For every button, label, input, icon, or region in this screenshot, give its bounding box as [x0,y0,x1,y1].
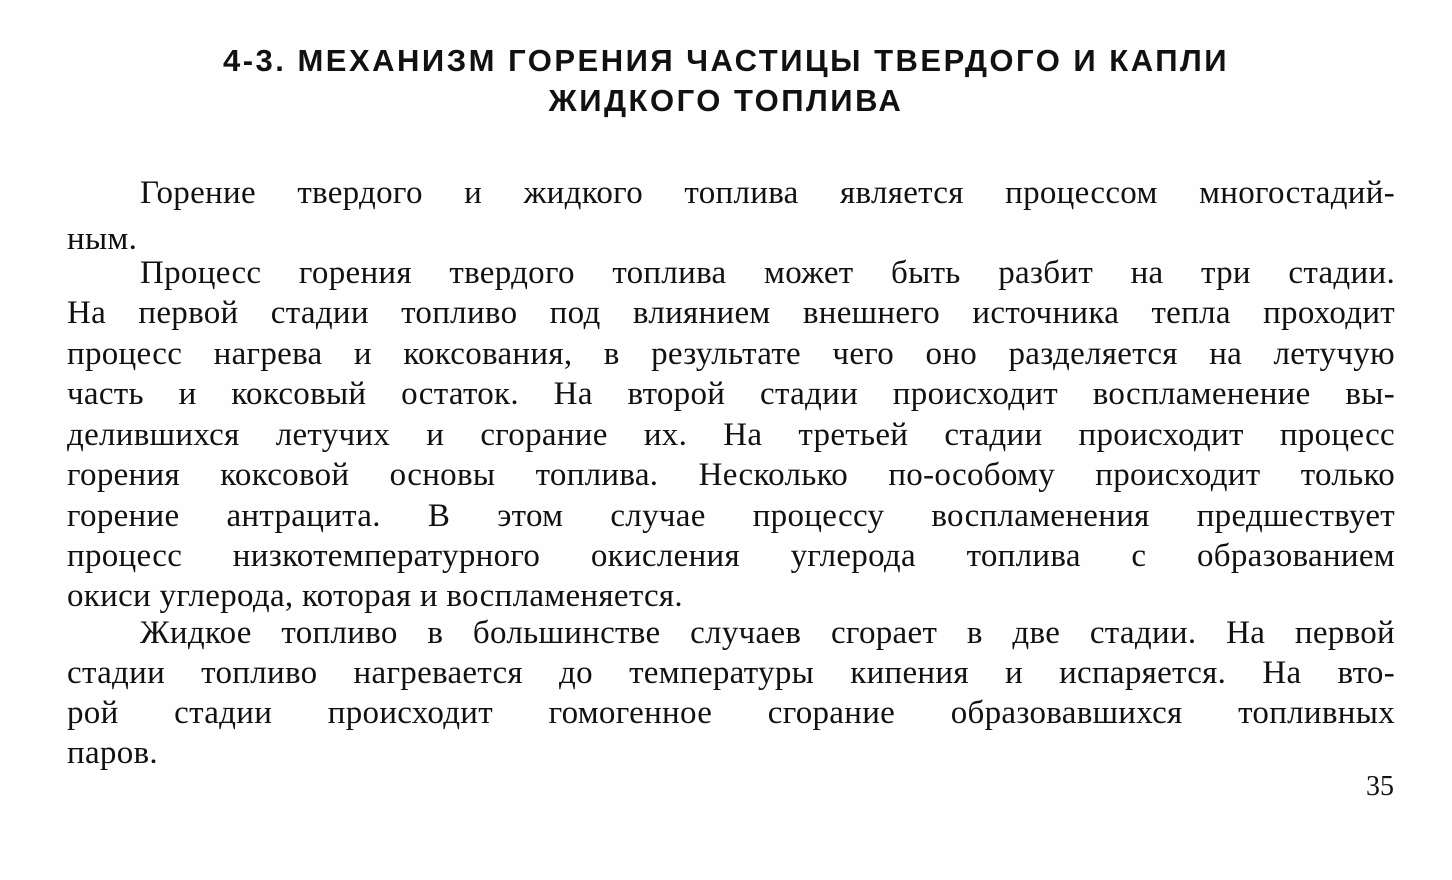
paragraph-3-line-4: паров. [67,735,158,771]
paragraph-2-line-1: Процесс горения твердого топлива может быть разбит на три стадии. [140,255,1395,291]
paragraph-3-line-3: рой стадии происходит гомогенное сгорание образовавшихся топливных [67,695,1395,731]
paragraph-2-line-2: На первой стадии топливо под влиянием внешнего источника тепла проходит [67,295,1395,331]
paragraph-1-line-1: Горение твердого и жидкого топлива является процессом многостадий- [140,175,1395,211]
paragraph-2-line-9: окиси углерода, которая и воспламеняется. [67,578,683,614]
section-heading-line-1: 4-3. МЕХАНИЗМ ГОРЕНИЯ ЧАСТИЦЫ ТВЕРДОГО И КАПЛИ [222,43,1230,78]
paragraph-2-line-4: часть и коксовый остаток. На второй стадии происходит воспламенение вы- [67,376,1395,412]
page-number: 35 [1366,771,1394,802]
paragraph-3-line-2: стадии топливо нагревается до температуры кипения и испаряется. На вто- [67,655,1395,691]
paragraph-2-line-8: процесс низкотемпературного окисления углерода топлива с образованием [67,538,1395,574]
paragraph-3-line-1: Жидкое топливо в большинстве случаев сгорает в две стадии. На первой [140,615,1395,651]
section-heading-line-2: ЖИДКОГО ТОПЛИВА [548,83,904,118]
paragraph-2-line-6: горения коксовой основы топлива. Несколько по-особому происходит только [67,457,1395,493]
paragraph-2-line-5: делившихся летучих и сгорание их. На третьей стадии происходит процесс [67,417,1395,453]
paragraph-1-line-2: ным. [67,221,138,257]
paragraph-2-line-3: процесс нагрева и коксования, в результате чего оно разделяется на летучую [67,336,1395,372]
paragraph-2-line-7: горение антрацита. В этом случае процессу воспламенения предшествует [67,498,1395,534]
